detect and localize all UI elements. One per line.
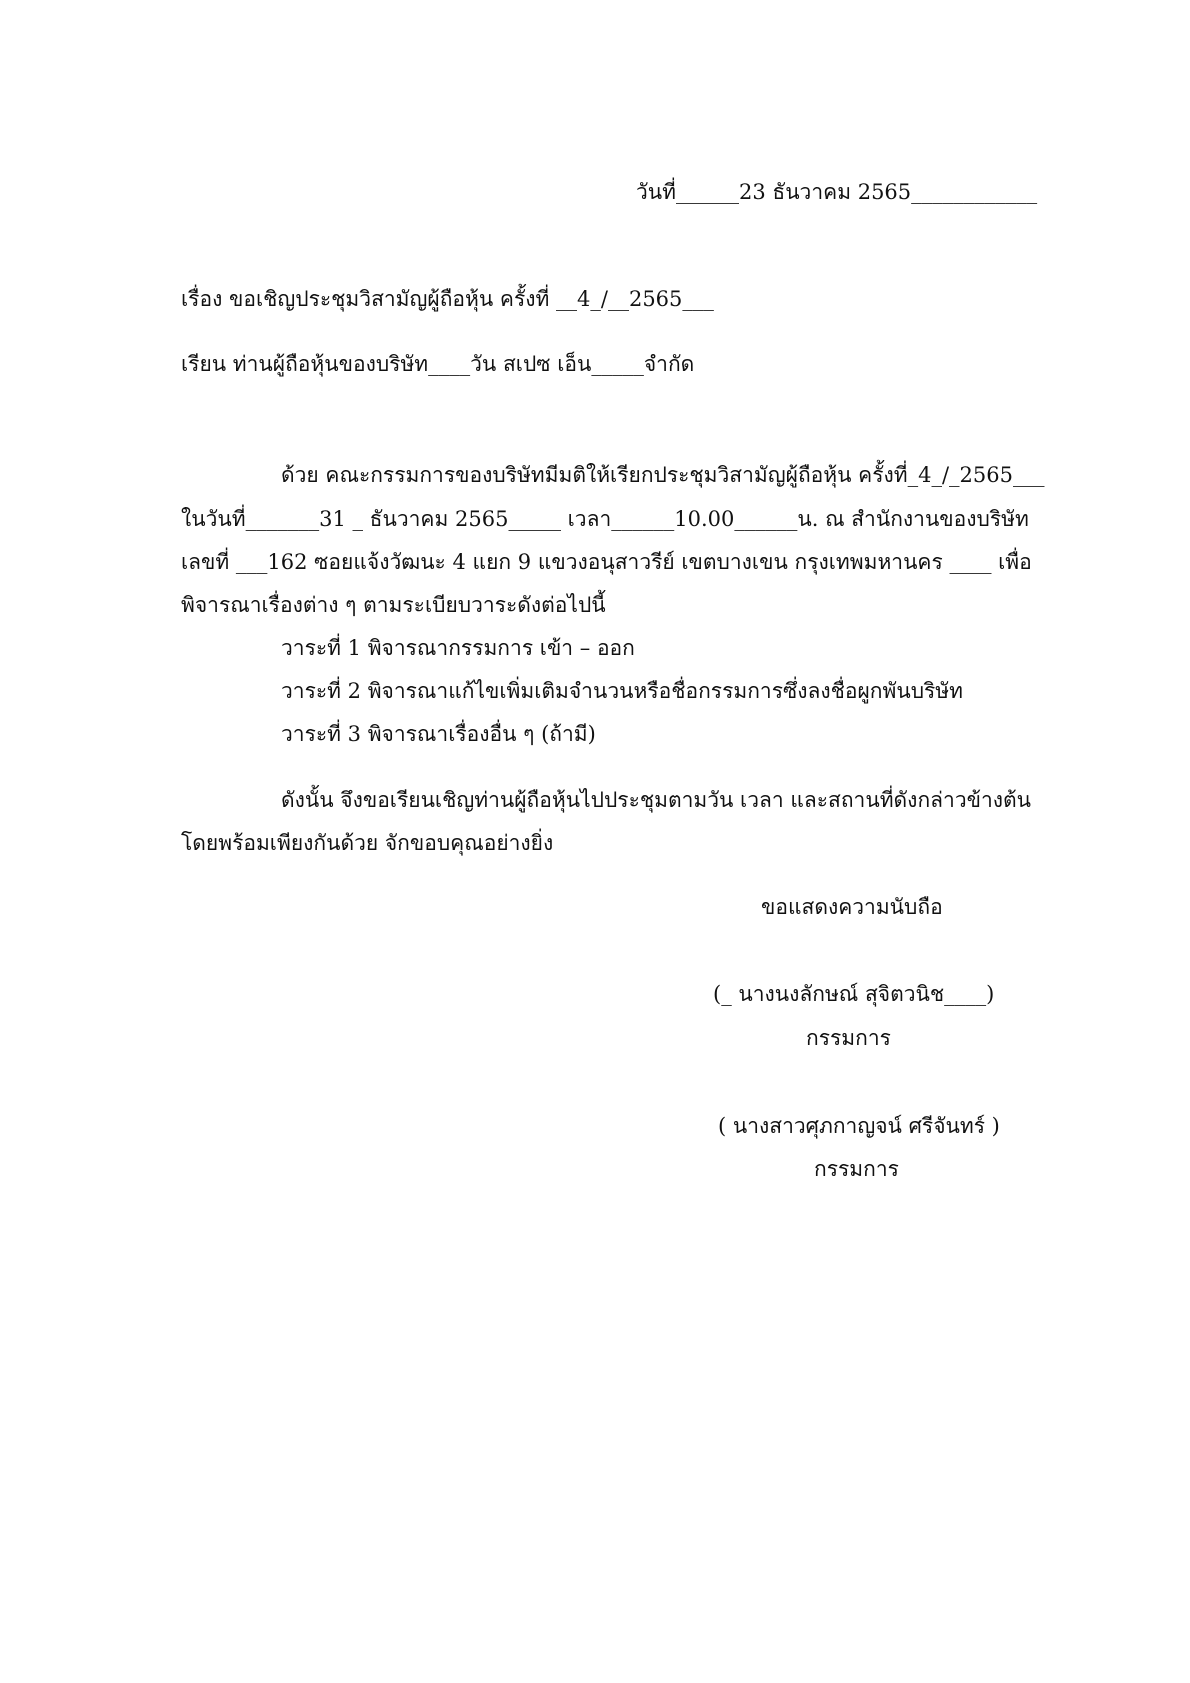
body-line-3: เลขที่ ___162 ซอยแจ้งวัฒนะ 4 แยก 9 แขวงอนุสาวรีย์ เขตบางเขน กรุงเทพมหานคร ____ เพื่อ bbox=[181, 550, 1032, 574]
closing-line-2: โดยพร้อมเพียงกันด้วย จักขอบคุณอย่างยิ่ง bbox=[181, 831, 554, 855]
date-line: วันที่______23 ธันวาคม 2565____________ bbox=[636, 180, 1038, 204]
agenda-item-2: วาระที่ 2 พิจารณาแก้ไขเพิ่มเติมจำนวนหรือชื่อกรรมการซึ่งลงชื่อผูกพันบริษัท bbox=[281, 679, 963, 703]
sign-off: ขอแสดงความนับถือ bbox=[761, 895, 943, 919]
signatory-2-name: ( นางสาวศุภกาญจน์ ศรีจันทร์ ) bbox=[718, 1114, 1000, 1138]
signatory-1-title: กรรมการ bbox=[806, 1026, 891, 1050]
body-line-1: ด้วย คณะกรรมการของบริษัทมีมติให้เรียกประชุมวิสามัญผู้ถือหุ้น ครั้งที่_4_/_2565___ bbox=[281, 463, 1045, 487]
signatory-2-title: กรรมการ bbox=[814, 1157, 899, 1181]
body-line-2: ในวันที่_______31 _ ธันวาคม 2565_____ เวลา______10.00______น. ณ สำนักงานของบริษัท bbox=[181, 507, 1029, 531]
recipient-line: เรียน ท่านผู้ถือหุ้นของบริษัท____วัน สเปซ เอ็น_____จำกัด bbox=[181, 352, 695, 376]
agenda-item-3: วาระที่ 3 พิจารณาเรื่องอื่น ๆ (ถ้ามี) bbox=[281, 722, 596, 746]
subject-line: เรื่อง ขอเชิญประชุมวิสามัญผู้ถือหุ้น ครั้งที่ __4_/__2565___ bbox=[181, 287, 714, 311]
agenda-item-1: วาระที่ 1 พิจารณากรรมการ เข้า – ออก bbox=[281, 636, 635, 660]
signatory-1-name: (_ นางนงลักษณ์ สุจิตวนิช____) bbox=[713, 982, 995, 1006]
body-line-4: พิจารณาเรื่องต่าง ๆ ตามระเบียบวาระดังต่อไปนี้ bbox=[181, 593, 606, 617]
closing-line-1: ดังนั้น จึงขอเรียนเชิญท่านผู้ถือหุ้นไปประชุมตามวัน เวลา และสถานที่ดังกล่าวข้างต้น bbox=[281, 788, 1032, 812]
